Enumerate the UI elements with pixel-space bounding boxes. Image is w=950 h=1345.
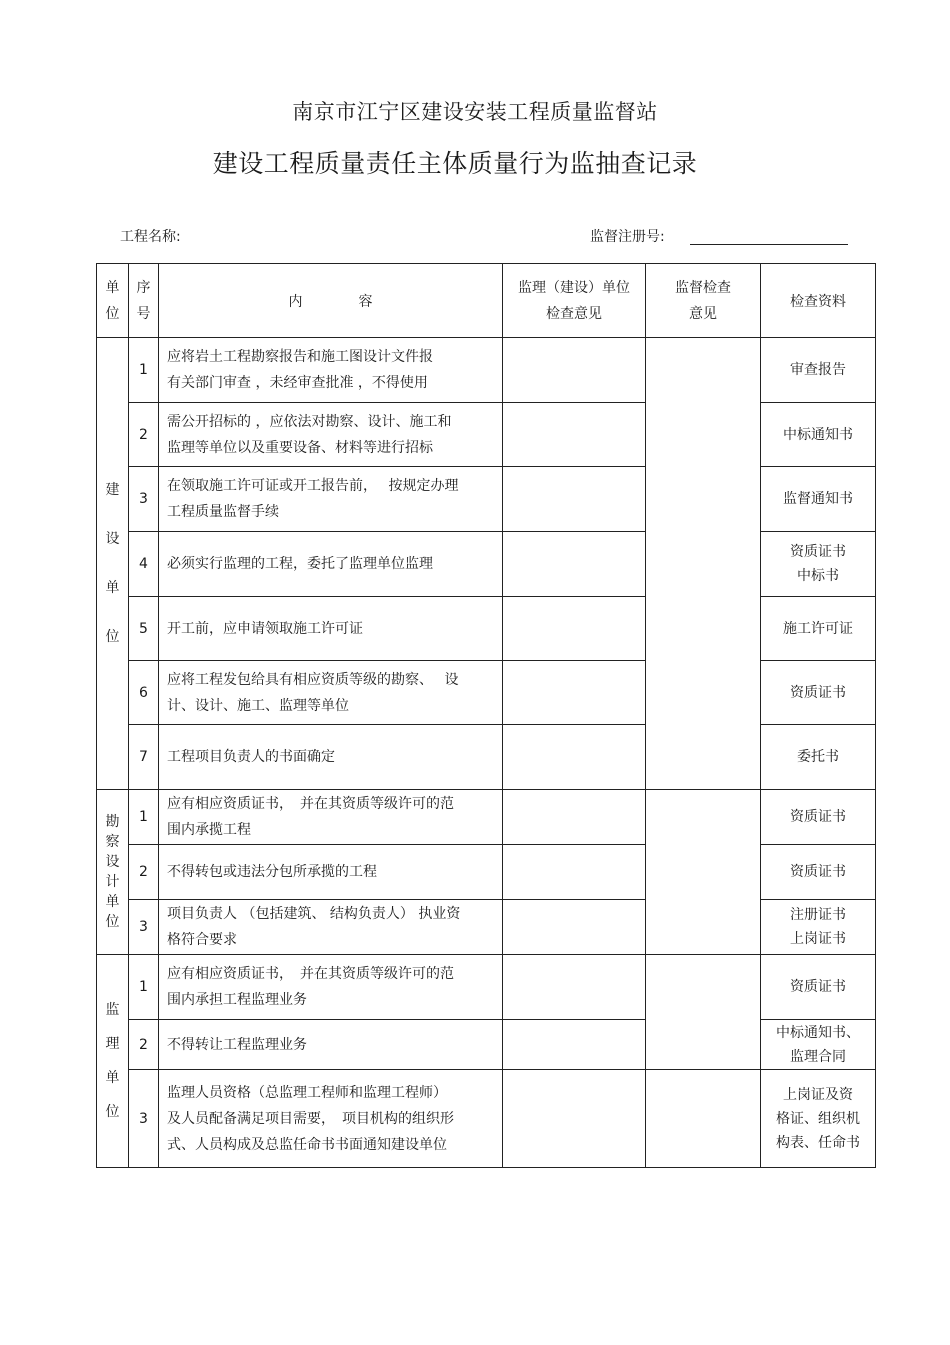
header-unit-char: 位 (105, 305, 120, 322)
unit-char: 位 (105, 628, 120, 645)
materials-line: 监督通知书 (783, 491, 853, 507)
materials-line: 上岗证书 (790, 931, 846, 947)
supervision-opinion-cell[interactable] (503, 1070, 646, 1168)
supervision-opinion-cell[interactable] (503, 403, 646, 467)
materials-cell (761, 900, 876, 955)
materials-line: 上岗证及资 (783, 1086, 853, 1103)
seq-number: 1 (129, 955, 159, 1020)
unit-label-survey-design (97, 790, 129, 955)
header-supervision-opinion (503, 264, 646, 338)
table-row (97, 955, 876, 1020)
materials-line: 监理合同 (790, 1048, 846, 1065)
materials-line: 资质证书 (790, 864, 846, 880)
content-cell (159, 955, 503, 1020)
materials-line: 施工许可证 (783, 620, 853, 637)
content-line: 式、人员构成及总监任命书书面通知建设单位 (167, 1136, 447, 1153)
supervision-opinion-cell[interactable] (503, 900, 646, 955)
unit-char: 计 (105, 874, 120, 890)
materials-line: 委托书 (797, 749, 839, 765)
content-cell (159, 338, 503, 403)
supervision-opinion-cell[interactable] (503, 955, 646, 1020)
content-line: 及人员配备满足项目需要， 项目机构的组织形 (167, 1110, 454, 1127)
header-content: 内 容 (159, 264, 503, 338)
content-line: 监理人员资格（总监理工程师和监理工程师） (167, 1084, 447, 1101)
header-seq-char: 序 (136, 279, 151, 296)
materials-line: 资质证书 (790, 979, 846, 995)
table-header-row (97, 264, 876, 338)
content-line: 项目负责人 （包括建筑、 结构负责人） 执业资 (167, 906, 461, 922)
inspection-opinion-cell[interactable] (646, 338, 761, 790)
materials-line: 资质证书 (790, 544, 846, 560)
content-line: 在领取施工许可证或开工报告前， 按规定办理 (167, 478, 459, 494)
unit-char: 位 (105, 914, 120, 930)
supervision-opinion-cell[interactable] (503, 661, 646, 725)
seq-number: 4 (129, 532, 159, 597)
registration-number-field[interactable] (690, 244, 848, 245)
content-cell (159, 1020, 503, 1070)
materials-cell (761, 403, 876, 467)
content-line: 监理等单位以及重要设备、材料等进行招标 (167, 439, 433, 456)
seq-number: 3 (129, 1070, 159, 1168)
header-text: 监理（建设）单位 (518, 279, 630, 296)
content-cell (159, 790, 503, 845)
header-seq-char: 号 (136, 305, 151, 322)
seq-number: 2 (129, 403, 159, 467)
inspection-table (96, 263, 876, 1168)
unit-char: 位 (105, 1104, 120, 1120)
content-cell (159, 845, 503, 900)
unit-char: 设 (105, 854, 120, 870)
content-cell (159, 661, 503, 725)
unit-char: 建 (105, 481, 120, 498)
materials-cell (761, 597, 876, 661)
table-row (97, 790, 876, 845)
content-line: 开工前，应申请领取施工许可证 (167, 620, 363, 637)
content-line: 有关部门审查 ，未经审查批准 ，不得使用 (167, 375, 428, 391)
materials-line: 构表、任命书 (776, 1134, 860, 1151)
unit-char: 勘 (105, 814, 120, 830)
header-text: 意见 (689, 305, 717, 322)
content-line: 应将岩土工程勘察报告和施工图设计文件报 (167, 349, 433, 365)
content-cell (159, 532, 503, 597)
materials-line: 资质证书 (790, 809, 846, 825)
project-name-label: 工程名称: (120, 229, 181, 245)
content-line: 需公开招标的 ，应依法对勘察、设计、施工和 (167, 413, 452, 430)
materials-line: 注册证书 (790, 907, 846, 923)
unit-char: 单 (105, 579, 120, 596)
supervision-opinion-cell[interactable] (503, 532, 646, 597)
header-unit-char: 单 (105, 279, 120, 296)
supervision-opinion-cell[interactable] (503, 597, 646, 661)
content-cell (159, 403, 503, 467)
unit-char: 单 (105, 894, 120, 910)
materials-cell (761, 1020, 876, 1070)
supervision-opinion-cell[interactable] (503, 790, 646, 845)
seq-number: 1 (129, 790, 159, 845)
materials-line: 中标通知书、 (776, 1024, 860, 1041)
materials-cell (761, 532, 876, 597)
document-title: 建设工程质量责任主体质量行为监抽查记录 (212, 149, 698, 178)
content-cell (159, 467, 503, 532)
content-line: 围内承揽工程 (167, 822, 251, 838)
content-line: 应有相应资质证书， 并在其资质等级许可的范 (167, 796, 454, 812)
seq-number: 1 (129, 338, 159, 403)
materials-cell (761, 790, 876, 845)
materials-line: 中标通知书 (783, 426, 853, 443)
content-line: 必须实行监理的工程，委托了监理单位监理 (167, 556, 433, 572)
materials-line: 审查报告 (790, 362, 846, 378)
content-line: 计、设计、施工、监理等单位 (167, 697, 349, 714)
unit-char: 设 (105, 530, 120, 547)
content-line: 应有相应资质证书， 并在其资质等级许可的范 (167, 966, 454, 982)
supervision-opinion-cell[interactable] (503, 467, 646, 532)
seq-number: 5 (129, 597, 159, 661)
materials-cell (761, 661, 876, 725)
content-line: 格符合要求 (167, 932, 237, 948)
content-line: 围内承担工程监理业务 (167, 992, 307, 1008)
table-row (97, 338, 876, 403)
materials-cell (761, 955, 876, 1020)
seq-number: 7 (129, 725, 159, 790)
seq-number: 2 (129, 845, 159, 900)
header-seq (129, 264, 159, 338)
inspection-opinion-cell[interactable] (646, 1070, 761, 1168)
unit-label-construction (97, 338, 129, 790)
header-inspection-opinion (646, 264, 761, 338)
supervision-opinion-cell[interactable] (503, 1020, 646, 1070)
content-cell (159, 900, 503, 955)
content-line: 应将工程发包给具有相应资质等级的勘察、 设 (167, 671, 459, 688)
inspection-opinion-cell[interactable] (646, 790, 761, 955)
materials-line: 中标书 (797, 568, 839, 584)
materials-cell (761, 1070, 876, 1168)
unit-char: 察 (105, 834, 120, 850)
materials-line: 格证、组织机 (776, 1110, 860, 1127)
header-text: 监督检查 (675, 279, 731, 296)
seq-number: 2 (129, 1020, 159, 1070)
table-row (97, 1070, 876, 1168)
header-materials: 检查资料 (761, 264, 876, 338)
content-cell (159, 1070, 503, 1168)
materials-cell (761, 845, 876, 900)
seq-number: 3 (129, 900, 159, 955)
header-unit (97, 264, 129, 338)
header-text: 检查意见 (546, 305, 602, 322)
materials-cell (761, 725, 876, 790)
content-line: 不得转包或违法分包所承揽的工程 (167, 864, 377, 880)
inspection-opinion-cell[interactable] (646, 955, 761, 1070)
supervision-opinion-cell[interactable] (503, 845, 646, 900)
materials-line: 资质证书 (790, 684, 846, 701)
seq-number: 3 (129, 467, 159, 532)
seq-number: 6 (129, 661, 159, 725)
unit-char: 理 (105, 1036, 120, 1052)
supervision-opinion-cell[interactable] (503, 338, 646, 403)
organization-title: 南京市江宁区建设安装工程质量监督站 (292, 100, 658, 124)
materials-cell (761, 467, 876, 532)
content-cell (159, 597, 503, 661)
materials-cell (761, 338, 876, 403)
content-line: 工程项目负责人的书面确定 (167, 749, 335, 765)
content-line: 不得转让工程监理业务 (167, 1036, 307, 1053)
unit-char: 监 (105, 1002, 120, 1018)
content-line: 工程质量监督手续 (167, 504, 279, 520)
supervision-opinion-cell[interactable] (503, 725, 646, 790)
unit-char: 单 (105, 1070, 120, 1086)
content-cell (159, 725, 503, 790)
registration-number-label: 监督注册号: (590, 229, 665, 245)
unit-label-supervision (97, 955, 129, 1168)
